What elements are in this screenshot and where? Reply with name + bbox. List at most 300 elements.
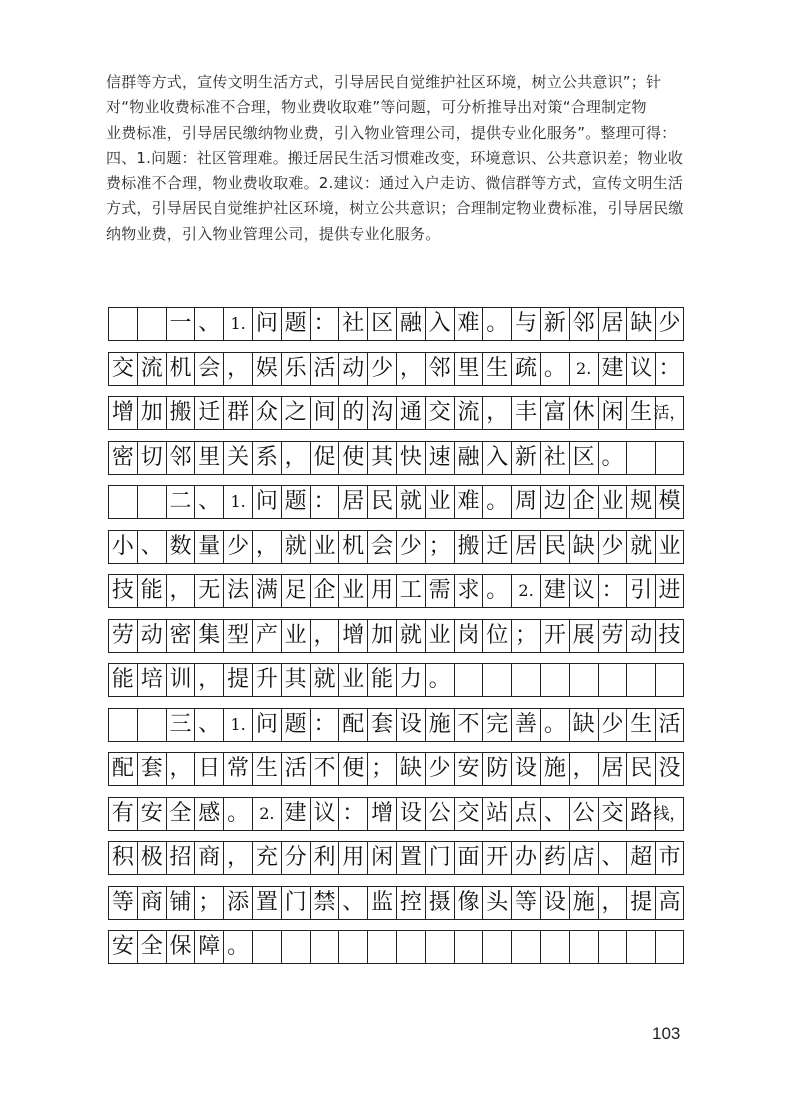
grid-cell: 问 bbox=[252, 708, 281, 742]
grid-cell: 1. bbox=[223, 485, 252, 519]
grid-cell: 题 bbox=[281, 485, 310, 519]
grid-cell: 站 bbox=[482, 797, 511, 831]
grid-cell bbox=[655, 930, 684, 964]
grid-cell bbox=[252, 930, 281, 964]
grid-row bbox=[108, 530, 684, 564]
grid-cell: 数 bbox=[166, 530, 195, 564]
grid-cell: 生 bbox=[626, 708, 655, 742]
grid-cell: 便 bbox=[338, 752, 367, 786]
grid-cell: 交 bbox=[425, 396, 454, 430]
grid-cell: 套 bbox=[137, 752, 166, 786]
grid-cell: 量 bbox=[194, 530, 223, 564]
grid-cell bbox=[425, 930, 454, 964]
grid-cell: ， bbox=[482, 396, 511, 430]
grid-cell: 业 bbox=[338, 663, 367, 697]
grid-cell: 休 bbox=[569, 396, 598, 430]
grid-cell: 区 bbox=[569, 441, 598, 475]
grid-cell: ； bbox=[511, 619, 540, 653]
grid-cell: 业 bbox=[598, 485, 627, 519]
grid-cell: 开 bbox=[482, 841, 511, 875]
grid-cell bbox=[396, 930, 425, 964]
grid-cell: 提 bbox=[223, 663, 252, 697]
grid-cell: 。 bbox=[482, 307, 511, 341]
grid-cell: 三 bbox=[166, 708, 195, 742]
grid-cell: 规 bbox=[626, 485, 655, 519]
grid-cell: 商 bbox=[137, 886, 166, 920]
grid-cell: 娱 bbox=[252, 352, 281, 386]
grid-cell: ： bbox=[310, 485, 339, 519]
grid-cell bbox=[626, 663, 655, 697]
grid-cell: 入 bbox=[425, 307, 454, 341]
grid-cell: 邻 bbox=[166, 441, 195, 475]
grid-cell: 一 bbox=[166, 307, 195, 341]
grid-cell: 位 bbox=[482, 619, 511, 653]
grid-cell: 设 bbox=[396, 797, 425, 831]
grid-cell: 、 bbox=[598, 841, 627, 875]
grid-cell: 搬 bbox=[166, 396, 195, 430]
grid-cell: 缺 bbox=[569, 708, 598, 742]
grid-cell: 岗 bbox=[454, 619, 483, 653]
grid-cell: 用 bbox=[367, 574, 396, 608]
grid-cell: 会 bbox=[367, 530, 396, 564]
grid-cell: 能 bbox=[367, 663, 396, 697]
grid-cell: 少 bbox=[396, 530, 425, 564]
grid-cell: 议 bbox=[626, 352, 655, 386]
grid-cell: ， bbox=[223, 352, 252, 386]
grid-cell: 流 bbox=[454, 396, 483, 430]
grid-cell: 善 bbox=[511, 708, 540, 742]
grid-cell: 增 bbox=[367, 797, 396, 831]
grid-cell: ： bbox=[598, 574, 627, 608]
grid-row bbox=[108, 752, 684, 786]
grid-cell: 等 bbox=[511, 886, 540, 920]
grid-cell: 动 bbox=[626, 619, 655, 653]
grid-cell bbox=[626, 930, 655, 964]
grid-cell: 密 bbox=[166, 619, 195, 653]
grid-cell: 线， bbox=[655, 797, 684, 831]
grid-cell bbox=[454, 930, 483, 964]
grid-cell: 生 bbox=[482, 352, 511, 386]
grid-cell: 缺 bbox=[569, 530, 598, 564]
grid-cell: 高 bbox=[655, 886, 684, 920]
grid-cell: 劳 bbox=[598, 619, 627, 653]
grid-cell: 富 bbox=[540, 396, 569, 430]
grid-cell: 障 bbox=[194, 930, 223, 964]
grid-row bbox=[108, 708, 684, 742]
grid-cell: 企 bbox=[569, 485, 598, 519]
grid-cell: ， bbox=[194, 663, 223, 697]
grid-cell: 提 bbox=[626, 886, 655, 920]
grid-cell bbox=[108, 485, 137, 519]
grid-cell: 。 bbox=[223, 930, 252, 964]
grid-cell: 常 bbox=[223, 752, 252, 786]
grid-cell: 议 bbox=[310, 797, 339, 831]
grid-cell: 集 bbox=[194, 619, 223, 653]
grid-cell bbox=[310, 930, 339, 964]
grid-row bbox=[108, 886, 684, 920]
grid-cell bbox=[511, 930, 540, 964]
grid-cell: 搬 bbox=[454, 530, 483, 564]
grid-cell: 足 bbox=[281, 574, 310, 608]
grid-cell: 日 bbox=[194, 752, 223, 786]
grid-cell: 像 bbox=[454, 886, 483, 920]
intro-line: 信群等方式，宣传文明生活方式，引导居民自觉维护社区环境，树立公共意识”；针 bbox=[106, 73, 662, 91]
grid-cell: 。 bbox=[482, 485, 511, 519]
grid-cell: 套 bbox=[367, 708, 396, 742]
grid-cell: 公 bbox=[425, 797, 454, 831]
grid-cell: 分 bbox=[281, 841, 310, 875]
grid-cell: 其 bbox=[281, 663, 310, 697]
grid-cell: 民 bbox=[540, 530, 569, 564]
grid-row bbox=[108, 441, 684, 475]
grid-cell: 活 bbox=[655, 708, 684, 742]
grid-cell bbox=[482, 663, 511, 697]
grid-cell: 感 bbox=[194, 797, 223, 831]
grid-row bbox=[108, 797, 684, 831]
grid-cell: 使 bbox=[338, 441, 367, 475]
grid-cell: 邻 bbox=[569, 307, 598, 341]
grid-cell: ， bbox=[396, 352, 425, 386]
grid-cell: 速 bbox=[425, 441, 454, 475]
grid-cell: 建 bbox=[281, 797, 310, 831]
grid-cell: 邻 bbox=[425, 352, 454, 386]
grid-cell: 群 bbox=[223, 396, 252, 430]
grid-cell: 快 bbox=[396, 441, 425, 475]
grid-cell: 二 bbox=[166, 485, 195, 519]
grid-cell: 2. bbox=[569, 352, 598, 386]
grid-cell bbox=[626, 441, 655, 475]
grid-cell: 少 bbox=[598, 530, 627, 564]
grid-cell: 设 bbox=[540, 886, 569, 920]
grid-cell: ， bbox=[166, 752, 195, 786]
grid-cell: 工 bbox=[396, 574, 425, 608]
intro-line: 对“物业收费标准不合理，物业费收取难”等问题，可分析推导出对策“合理制定物 bbox=[106, 98, 647, 117]
grid-cell: ； bbox=[367, 752, 396, 786]
grid-cell: 居 bbox=[511, 530, 540, 564]
grid-cell: 业 bbox=[310, 530, 339, 564]
grid-cell: 增 bbox=[338, 619, 367, 653]
grid-cell: 活， bbox=[655, 396, 684, 430]
grid-cell: 施 bbox=[425, 708, 454, 742]
grid-cell: 社 bbox=[338, 307, 367, 341]
grid-cell: 技 bbox=[108, 574, 137, 608]
grid-cell: 安 bbox=[108, 930, 137, 964]
grid-cell: 置 bbox=[252, 886, 281, 920]
grid-cell: 少 bbox=[598, 708, 627, 742]
grid-cell: 密 bbox=[108, 441, 137, 475]
grid-cell bbox=[540, 930, 569, 964]
grid-cell: 产 bbox=[252, 619, 281, 653]
grid-cell: 闲 bbox=[598, 396, 627, 430]
grid-cell: 升 bbox=[252, 663, 281, 697]
grid-cell: 系 bbox=[252, 441, 281, 475]
grid-cell: 乐 bbox=[281, 352, 310, 386]
grid-cell bbox=[655, 441, 684, 475]
grid-cell: ： bbox=[310, 307, 339, 341]
grid-cell: 店 bbox=[569, 841, 598, 875]
grid-cell: 少 bbox=[425, 752, 454, 786]
grid-cell: 2. bbox=[252, 797, 281, 831]
grid-cell bbox=[281, 930, 310, 964]
intro-line: 方式，引导居民自觉维护社区环境，树立公共意识；合理制定物业费标准，引导居民缴 bbox=[106, 199, 684, 218]
grid-cell: 点 bbox=[511, 797, 540, 831]
grid-cell: 市 bbox=[655, 841, 684, 875]
grid-cell: 法 bbox=[223, 574, 252, 608]
grid-cell: 保 bbox=[166, 930, 195, 964]
grid-cell: 不 bbox=[454, 708, 483, 742]
grid-cell: 有 bbox=[108, 797, 137, 831]
grid-row bbox=[108, 352, 684, 386]
page-number: 103 bbox=[652, 1024, 681, 1043]
grid-cell: 没 bbox=[655, 752, 684, 786]
grid-cell bbox=[338, 930, 367, 964]
grid-cell: 模 bbox=[655, 485, 684, 519]
grid-cell: 活 bbox=[281, 752, 310, 786]
grid-cell: 招 bbox=[166, 841, 195, 875]
grid-cell: 添 bbox=[223, 886, 252, 920]
grid-cell: 融 bbox=[396, 307, 425, 341]
grid-cell: 药 bbox=[540, 841, 569, 875]
grid-cell: ： bbox=[310, 708, 339, 742]
grid-cell: 配 bbox=[338, 708, 367, 742]
grid-cell: 1. bbox=[223, 708, 252, 742]
grid-cell: 加 bbox=[367, 619, 396, 653]
grid-cell: 交 bbox=[108, 352, 137, 386]
grid-cell: 沟 bbox=[367, 396, 396, 430]
grid-cell: 积 bbox=[108, 841, 137, 875]
grid-cell: 控 bbox=[396, 886, 425, 920]
grid-cell: 、 bbox=[194, 708, 223, 742]
grid-cell: 业 bbox=[338, 574, 367, 608]
grid-cell: 问 bbox=[252, 307, 281, 341]
grid-cell: 安 bbox=[454, 752, 483, 786]
grid-cell: 缺 bbox=[396, 752, 425, 786]
grid-cell: 引 bbox=[626, 574, 655, 608]
grid-cell: 社 bbox=[540, 441, 569, 475]
grid-cell: 禁 bbox=[310, 886, 339, 920]
grid-cell: ， bbox=[252, 530, 281, 564]
intro-line: 业费标准，引导居民缴纳物业费，引入物业管理公司，提供专业化服务”。整理可得： bbox=[106, 123, 677, 142]
grid-cell: 。 bbox=[223, 797, 252, 831]
grid-cell: 等 bbox=[108, 886, 137, 920]
grid-cell: 难 bbox=[454, 307, 483, 341]
grid-cell: 进 bbox=[655, 574, 684, 608]
grid-cell: 周 bbox=[511, 485, 540, 519]
grid-cell: ， bbox=[598, 886, 627, 920]
grid-cell: ； bbox=[425, 530, 454, 564]
grid-cell bbox=[511, 663, 540, 697]
grid-cell: 防 bbox=[482, 752, 511, 786]
grid-cell: 无 bbox=[194, 574, 223, 608]
grid-cell: 题 bbox=[281, 708, 310, 742]
grid-cell: 小 bbox=[108, 530, 137, 564]
grid-cell: 业 bbox=[281, 619, 310, 653]
grid-cell: 力 bbox=[396, 663, 425, 697]
grid-cell: 区 bbox=[367, 307, 396, 341]
grid-cell: ； bbox=[194, 886, 223, 920]
grid-cell: 训 bbox=[166, 663, 195, 697]
grid-cell: 。 bbox=[540, 708, 569, 742]
grid-cell: 、 bbox=[338, 886, 367, 920]
grid-cell: 型 bbox=[223, 619, 252, 653]
grid-cell bbox=[137, 307, 166, 341]
grid-cell: 铺 bbox=[166, 886, 195, 920]
grid-cell bbox=[569, 930, 598, 964]
grid-cell: 需 bbox=[425, 574, 454, 608]
grid-cell: 活 bbox=[310, 352, 339, 386]
grid-cell: 设 bbox=[396, 708, 425, 742]
grid-cell: 全 bbox=[137, 930, 166, 964]
grid-cell bbox=[569, 663, 598, 697]
grid-cell: 、 bbox=[540, 797, 569, 831]
grid-cell: 培 bbox=[137, 663, 166, 697]
grid-cell: 就 bbox=[626, 530, 655, 564]
grid-cell: 头 bbox=[482, 886, 511, 920]
grid-cell: 、 bbox=[194, 307, 223, 341]
grid-cell: 办 bbox=[511, 841, 540, 875]
grid-cell: 路 bbox=[626, 797, 655, 831]
grid-cell bbox=[454, 663, 483, 697]
grid-cell: 切 bbox=[137, 441, 166, 475]
grid-cell: 不 bbox=[310, 752, 339, 786]
grid-cell: 充 bbox=[252, 841, 281, 875]
grid-cell: 与 bbox=[511, 307, 540, 341]
grid-cell: 会 bbox=[194, 352, 223, 386]
grid-cell bbox=[108, 307, 137, 341]
grid-cell: 业 bbox=[655, 530, 684, 564]
grid-cell: 满 bbox=[252, 574, 281, 608]
grid-row bbox=[108, 619, 684, 653]
grid-cell bbox=[367, 930, 396, 964]
grid-cell: 间 bbox=[310, 396, 339, 430]
grid-cell: 商 bbox=[194, 841, 223, 875]
grid-cell: 的 bbox=[338, 396, 367, 430]
grid-cell: 建 bbox=[598, 352, 627, 386]
grid-cell: 加 bbox=[137, 396, 166, 430]
grid-cell: 迁 bbox=[482, 530, 511, 564]
grid-row bbox=[108, 841, 684, 875]
grid-cell: 摄 bbox=[425, 886, 454, 920]
grid-cell: 置 bbox=[396, 841, 425, 875]
grid-row bbox=[108, 396, 684, 430]
grid-cell: 施 bbox=[540, 752, 569, 786]
grid-cell: 通 bbox=[396, 396, 425, 430]
grid-cell: 动 bbox=[137, 619, 166, 653]
grid-cell: 完 bbox=[482, 708, 511, 742]
grid-cell: 边 bbox=[540, 485, 569, 519]
grid-row bbox=[108, 663, 684, 697]
grid-cell: 动 bbox=[338, 352, 367, 386]
grid-cell: 闲 bbox=[367, 841, 396, 875]
grid-cell: 。 bbox=[540, 352, 569, 386]
grid-cell bbox=[137, 485, 166, 519]
grid-cell: 里 bbox=[454, 352, 483, 386]
grid-cell: 缺 bbox=[626, 307, 655, 341]
grid-cell: 民 bbox=[367, 485, 396, 519]
grid-cell: 用 bbox=[338, 841, 367, 875]
grid-cell: 机 bbox=[338, 530, 367, 564]
grid-cell: 公 bbox=[569, 797, 598, 831]
grid-cell: 居 bbox=[338, 485, 367, 519]
grid-cell: 融 bbox=[454, 441, 483, 475]
grid-cell bbox=[598, 930, 627, 964]
grid-cell: 、 bbox=[194, 485, 223, 519]
grid-cell: 安 bbox=[137, 797, 166, 831]
grid-cell: 迁 bbox=[194, 396, 223, 430]
grid-cell: 之 bbox=[281, 396, 310, 430]
grid-cell: 民 bbox=[626, 752, 655, 786]
grid-cell: 入 bbox=[482, 441, 511, 475]
grid-cell: 生 bbox=[252, 752, 281, 786]
grid-cell: 丰 bbox=[511, 396, 540, 430]
grid-cell bbox=[108, 708, 137, 742]
grid-cell: 。 bbox=[425, 663, 454, 697]
grid-cell: 题 bbox=[281, 307, 310, 341]
grid-cell: 求 bbox=[454, 574, 483, 608]
grid-cell: 少 bbox=[223, 530, 252, 564]
grid-cell: 1. bbox=[223, 307, 252, 341]
grid-cell bbox=[137, 708, 166, 742]
grid-cell: 新 bbox=[540, 307, 569, 341]
grid-cell: 建 bbox=[540, 574, 569, 608]
grid-cell: 。 bbox=[482, 574, 511, 608]
grid-row bbox=[108, 485, 684, 519]
intro-line: 四、1.问题：社区管理难。搬迁居民生活习惯难改变，环境意识、公共意识差；物业收 bbox=[106, 148, 684, 167]
grid-cell: 利 bbox=[310, 841, 339, 875]
grid-cell: ， bbox=[310, 619, 339, 653]
grid-cell: 问 bbox=[252, 485, 281, 519]
grid-cell: 2. bbox=[511, 574, 540, 608]
grid-cell: 流 bbox=[137, 352, 166, 386]
grid-cell: ， bbox=[223, 841, 252, 875]
intro-line: 费标准不合理，物业费收取难。2.建议：通过入户走访、微信群等方式，宣传文明生活 bbox=[106, 174, 684, 193]
grid-cell: 就 bbox=[310, 663, 339, 697]
grid-cell: 居 bbox=[598, 752, 627, 786]
grid-cell: 交 bbox=[598, 797, 627, 831]
grid-cell: ， bbox=[281, 441, 310, 475]
grid-cell: 。 bbox=[598, 441, 627, 475]
grid-cell: 就 bbox=[281, 530, 310, 564]
grid-cell: 超 bbox=[626, 841, 655, 875]
grid-cell: 监 bbox=[367, 886, 396, 920]
grid-cell bbox=[482, 930, 511, 964]
grid-cell: 能 bbox=[108, 663, 137, 697]
grid-cell: 难 bbox=[454, 485, 483, 519]
grid-cell: 展 bbox=[569, 619, 598, 653]
grid-cell: 疏 bbox=[511, 352, 540, 386]
grid-cell: 交 bbox=[454, 797, 483, 831]
grid-cell: 技 bbox=[655, 619, 684, 653]
grid-cell bbox=[598, 663, 627, 697]
grid-cell: 议 bbox=[569, 574, 598, 608]
grid-row bbox=[108, 307, 684, 341]
grid-cell bbox=[655, 663, 684, 697]
grid-cell: 门 bbox=[281, 886, 310, 920]
grid-cell: 企 bbox=[310, 574, 339, 608]
grid-cell: ， bbox=[166, 574, 195, 608]
grid-cell: 新 bbox=[511, 441, 540, 475]
grid-cell: 就 bbox=[396, 619, 425, 653]
grid-cell: 开 bbox=[540, 619, 569, 653]
grid-cell: 劳 bbox=[108, 619, 137, 653]
grid-cell bbox=[540, 663, 569, 697]
grid-cell: 居 bbox=[598, 307, 627, 341]
grid-cell: 其 bbox=[367, 441, 396, 475]
grid-cell: 全 bbox=[166, 797, 195, 831]
grid-row bbox=[108, 930, 684, 964]
grid-cell: 生 bbox=[626, 396, 655, 430]
grid-cell: 面 bbox=[454, 841, 483, 875]
